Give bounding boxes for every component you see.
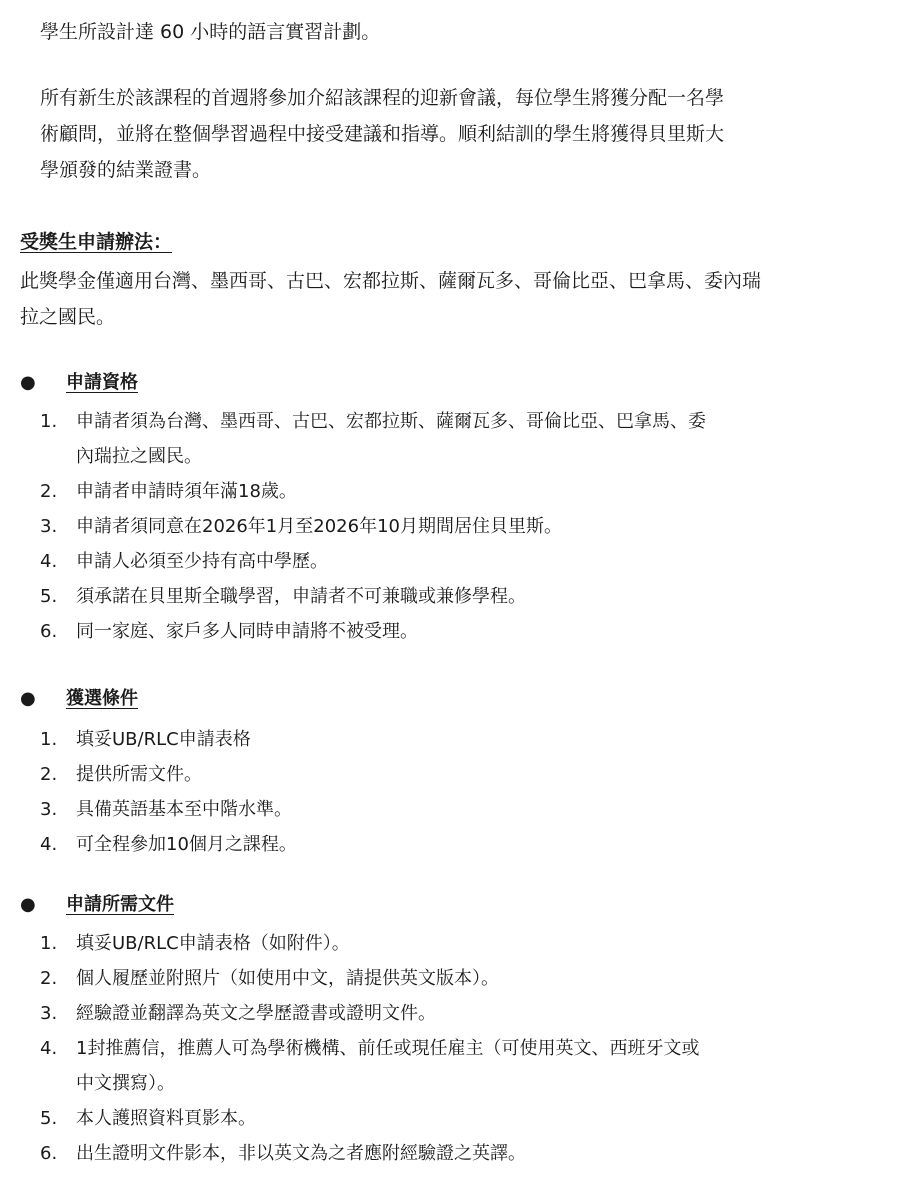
list-item (40, 544, 706, 579)
list-item (40, 792, 297, 827)
list-item-number: 4. (40, 1038, 58, 1059)
list-item-number: 3. (40, 516, 58, 537)
eligibility-title: 申請資格 (66, 372, 138, 393)
documents-title: 申請所需文件 (66, 894, 174, 915)
selection-heading (20, 684, 138, 714)
list-item (40, 474, 706, 509)
bullet-icon: ● (20, 372, 36, 393)
list-item-text: 具備英語基本至中階水準。 (76, 799, 292, 820)
list-item-number: 2. (40, 481, 58, 502)
list-item (40, 926, 699, 961)
list-item-text: 申請者申請時須年滿18歲。 (76, 481, 297, 502)
selection-list (40, 722, 297, 862)
list-item (40, 827, 297, 862)
list-item-text: 同一家庭、家戶多人同時申請將不被受理。 (76, 621, 418, 642)
bullet-icon: ● (20, 894, 36, 915)
list-item-text: 出生證明文件影本，非以英文為之者應附經驗證之英譯。 (76, 1143, 526, 1164)
list-item-text: 本人護照資料頁影本。 (76, 1108, 256, 1129)
list-item-number: 1. (40, 729, 58, 750)
application-body (20, 263, 905, 335)
paragraph-line: 所有新生於該課程的首週將參加介紹該課程的迎新會議，每位學生將獲分配一名學 (40, 87, 725, 109)
list-item-text: 個人履歷並附照片（如使用中文，請提供英文版本）。 (76, 968, 499, 989)
eligibility-heading (20, 368, 138, 398)
list-item (40, 404, 706, 474)
list-item-number: 1. (40, 933, 58, 954)
list-item-text: 1封推薦信，推薦人可為學術機構、前任或現任雇主（可使用英文、西班牙文或 (76, 1038, 700, 1059)
list-item-number: 6. (40, 1143, 58, 1164)
list-item (40, 1101, 699, 1136)
list-item (40, 509, 706, 544)
list-item (40, 961, 699, 996)
paragraph-line: 術顧問，並將在整個學習過程中接受建議和指導。順利結訓的學生將獲得貝里斯大 (40, 123, 725, 145)
list-item (40, 1031, 699, 1101)
list-item-number: 2. (40, 764, 58, 785)
list-item-text: 經驗證並翻譯為英文之學歷證書或證明文件。 (76, 1003, 436, 1024)
list-item-number: 1. (40, 411, 58, 432)
list-item-number: 4. (40, 834, 58, 855)
list-item-text: 可全程參加10個月之課程。 (76, 834, 297, 855)
list-item-text: 須承諾在貝里斯全職學習，申請者不可兼職或兼修學程。 (76, 586, 526, 607)
documents-list (40, 926, 699, 1171)
list-item (40, 996, 699, 1031)
list-item (40, 757, 297, 792)
eligibility-list (40, 404, 706, 649)
list-item-text: 申請人必須至少持有高中學歷。 (76, 551, 328, 572)
orientation-paragraph (40, 80, 900, 188)
list-item-number: 3. (40, 799, 58, 820)
list-item-text: 內瑞拉之國民。 (76, 446, 202, 467)
list-item-text: 提供所需文件。 (76, 764, 202, 785)
list-item (40, 579, 706, 614)
documents-heading (20, 890, 174, 920)
list-item-text: 填妥UB/RLC申請表格（如附件）。 (76, 933, 350, 954)
list-item-text: 中文撰寫）。 (76, 1073, 175, 1094)
list-item-number: 4. (40, 551, 58, 572)
intro-line: 學生所設計達 60 小時的語言實習計劃。 (40, 21, 381, 43)
list-item-text: 申請者須同意在2026年1月至2026年10月期間居住貝里斯。 (76, 516, 562, 537)
list-item (40, 722, 297, 757)
list-item-number: 5. (40, 1108, 58, 1129)
list-item-number: 2. (40, 968, 58, 989)
paragraph-line: 拉之國民。 (20, 306, 116, 328)
list-item-number: 3. (40, 1003, 58, 1024)
list-item-text: 申請者須為台灣、墨西哥、古巴、宏都拉斯、薩爾瓦多、哥倫比亞、巴拿馬、委 (76, 411, 706, 432)
selection-title: 獲選條件 (66, 688, 138, 709)
list-item-number: 6. (40, 621, 58, 642)
list-item-text: 填妥UB/RLC申請表格 (76, 729, 251, 750)
list-item (40, 614, 706, 649)
list-item (40, 1136, 699, 1171)
paragraph-line: 此獎學金僅適用台灣、墨西哥、古巴、宏都拉斯、薩爾瓦多、哥倫比亞、巴拿馬、委內瑞 (20, 270, 762, 292)
bullet-icon: ● (20, 688, 36, 709)
list-item-number: 5. (40, 586, 58, 607)
paragraph-line: 學頒發的結業證書。 (40, 159, 212, 181)
application-heading: 受獎生申請辦法： (20, 231, 173, 253)
